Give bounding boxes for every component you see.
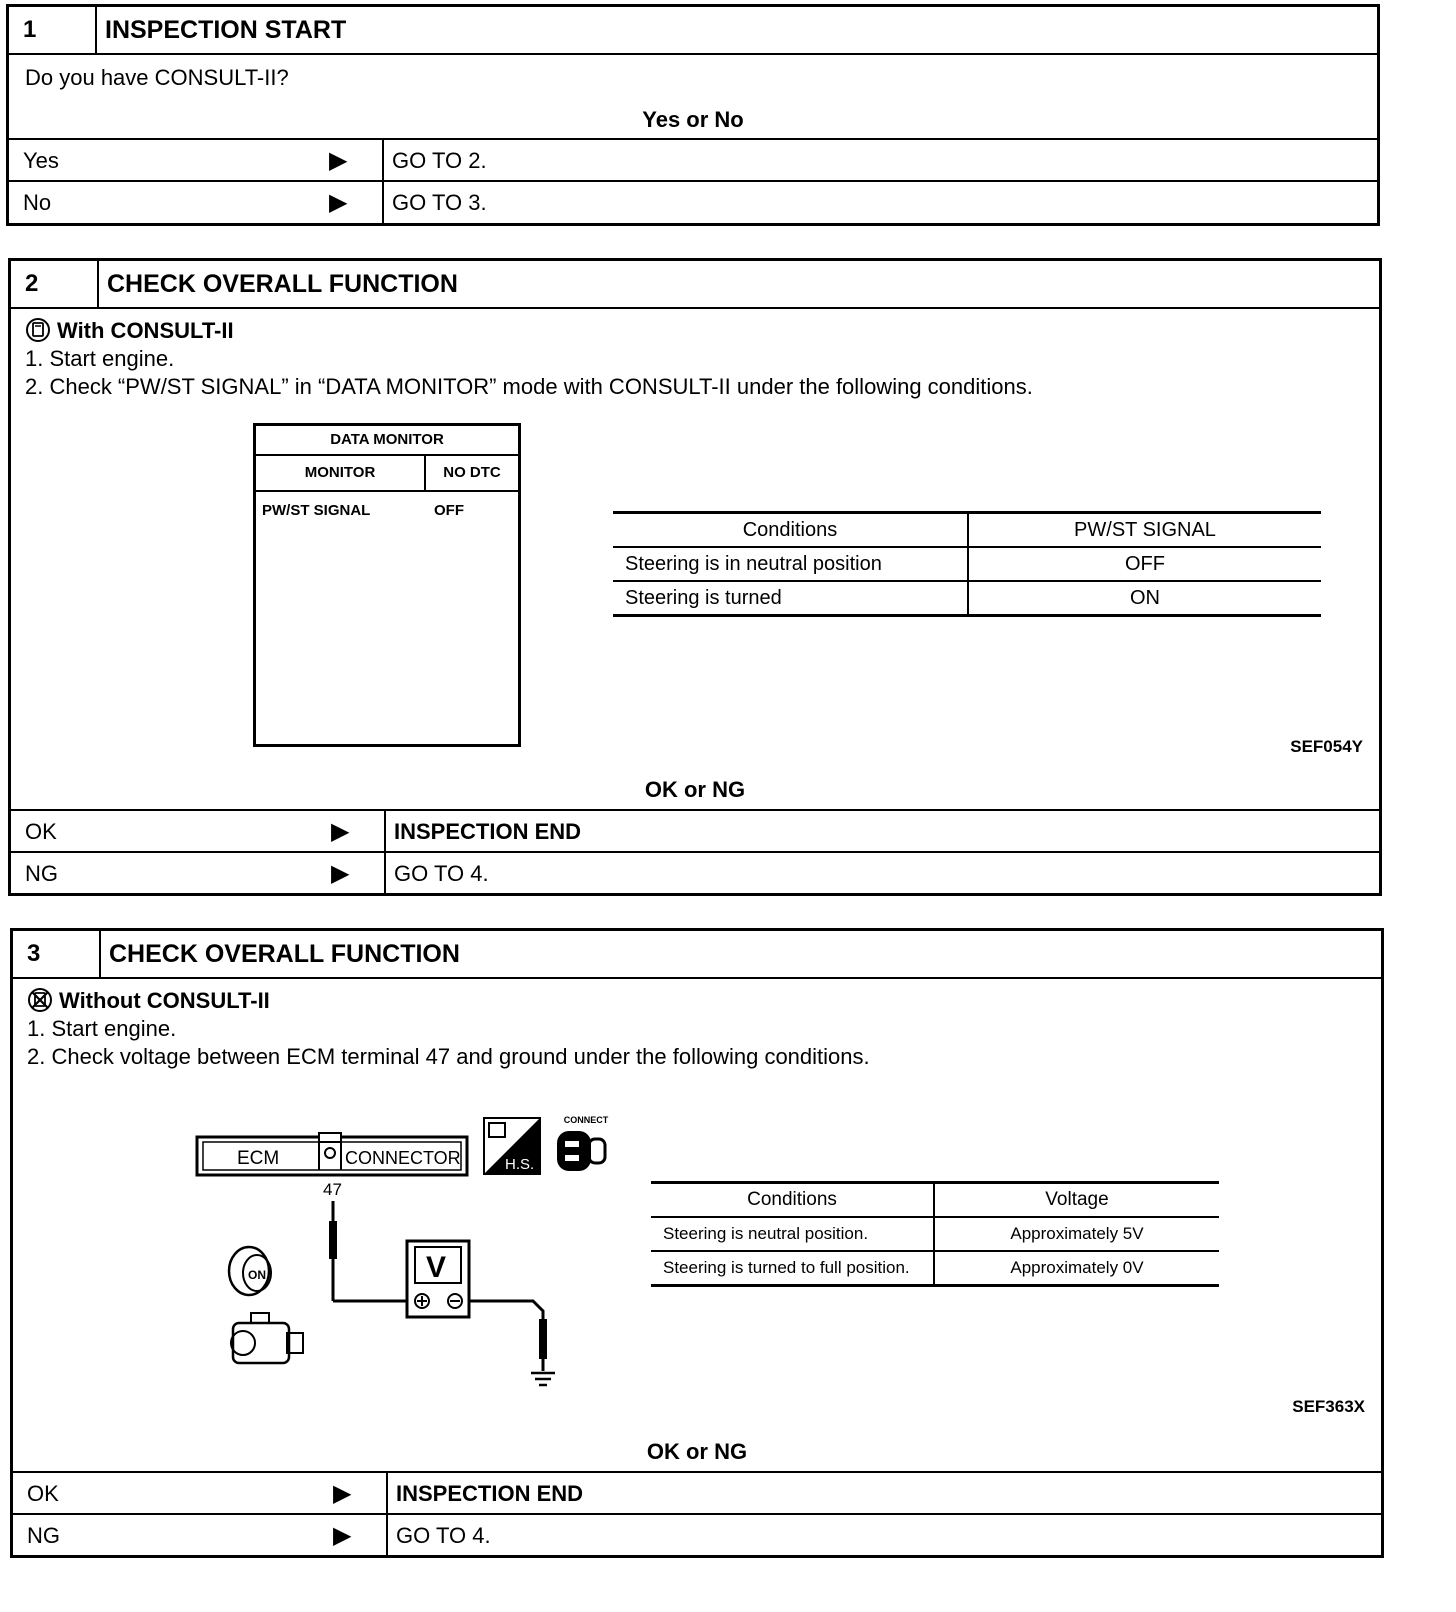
step-3-box xyxy=(10,928,1384,1558)
data-monitor-title: DATA MONITOR xyxy=(256,426,518,456)
voltage-conditions-table xyxy=(651,1181,1219,1287)
table-cell: Steering is turned to full position. xyxy=(651,1251,934,1286)
table-row xyxy=(613,547,1321,581)
outcome-label: NG xyxy=(25,861,58,886)
outcome-result: GO TO 2. xyxy=(382,140,487,182)
outcome-label: OK xyxy=(25,819,57,844)
table-cell: Steering is in neutral position xyxy=(613,547,968,581)
no-consult-icon xyxy=(27,987,53,1013)
conditions-table xyxy=(613,511,1321,617)
table-header: Conditions xyxy=(651,1183,934,1218)
data-monitor-screen xyxy=(253,423,521,747)
figure-code: SEF054Y xyxy=(1290,737,1363,756)
outcome-result: INSPECTION END xyxy=(386,1473,583,1515)
decision-prompt: OK or NG xyxy=(644,777,746,802)
mode-text: Without CONSULT-II xyxy=(59,988,270,1013)
outcome-row-ng[interactable] xyxy=(13,1513,1381,1557)
outcome-label: No xyxy=(23,190,52,215)
connector-label: CONNECTOR xyxy=(345,1148,461,1168)
instruction-2: 2. Check voltage between ECM terminal 47 and ground under the following conditions. xyxy=(27,1044,870,1069)
step-2-box xyxy=(8,258,1382,896)
svg-text:ON: ON xyxy=(248,1268,266,1282)
mode-text: With CONSULT-II xyxy=(57,318,234,343)
arrow-right-icon: ▶ xyxy=(329,147,348,174)
step-number: 2 xyxy=(11,261,99,307)
engine-icon xyxy=(231,1313,303,1363)
connect-label: CONNECT xyxy=(563,1115,609,1125)
decision-prompt: Yes or No xyxy=(642,107,744,132)
terminal-pin-icon xyxy=(325,1148,335,1158)
svg-text:H.S.: H.S. xyxy=(505,1156,535,1173)
figure-code: SEF363X xyxy=(1292,1397,1365,1416)
monitor-value: OFF xyxy=(434,502,464,519)
ignition-key-on-icon xyxy=(229,1247,271,1295)
table-row xyxy=(651,1217,1219,1251)
ecm-label: ECM xyxy=(237,1148,280,1169)
table-header: Voltage xyxy=(934,1183,1219,1218)
outcome-row-ok[interactable] xyxy=(13,1471,1381,1515)
outcome-result: GO TO 4. xyxy=(384,853,489,895)
outcome-label: OK xyxy=(27,1481,59,1506)
step-title: CHECK OVERALL FUNCTION xyxy=(107,270,458,298)
table-cell: Steering is turned xyxy=(613,581,968,616)
ground-icon xyxy=(531,1373,555,1385)
outcome-result: GO TO 3. xyxy=(382,182,487,224)
table-row xyxy=(613,581,1321,616)
step-header xyxy=(9,7,1377,55)
table-header: Conditions xyxy=(613,513,968,548)
monitor-item: PW/ST SIGNAL xyxy=(262,502,371,519)
instruction-2: 2. Check “PW/ST SIGNAL” in “DATA MONITOR” mode with CONSULT-II under the following conditions. xyxy=(25,374,1033,399)
arrow-right-icon: ▶ xyxy=(333,1522,352,1549)
arrow-right-icon: ▶ xyxy=(329,189,348,216)
table-cell: Approximately 5V xyxy=(934,1217,1219,1251)
step-title: INSPECTION START xyxy=(105,16,347,44)
step-1-box xyxy=(6,4,1380,226)
connect-icon xyxy=(553,1115,619,1179)
no-dtc-column-header: NO DTC xyxy=(426,456,518,492)
consult-mode-label xyxy=(27,987,270,1014)
outcome-row-ok[interactable] xyxy=(11,809,1379,853)
outcome-label: Yes xyxy=(23,148,59,173)
harness-side-icon xyxy=(483,1117,541,1175)
instruction-1: 1. Start engine. xyxy=(27,1016,177,1041)
svg-text:V: V xyxy=(426,1251,447,1284)
table-cell: OFF xyxy=(968,547,1321,581)
table-cell: ON xyxy=(968,581,1321,616)
table-row xyxy=(651,1251,1219,1286)
voltmeter-icon xyxy=(407,1241,469,1317)
outcome-label: NG xyxy=(27,1523,60,1548)
consult-device-icon xyxy=(25,317,51,343)
outcome-result: GO TO 4. xyxy=(386,1515,491,1557)
monitor-column-header: MONITOR xyxy=(256,456,426,492)
arrow-right-icon: ▶ xyxy=(331,860,350,887)
step-header xyxy=(13,931,1381,979)
decision-prompt: OK or NG xyxy=(646,1439,748,1464)
outcome-row-no[interactable] xyxy=(9,180,1377,224)
outcome-row-ng[interactable] xyxy=(11,851,1379,895)
step-number: 3 xyxy=(13,931,101,977)
step-number: 1 xyxy=(9,7,97,53)
table-cell: Steering is neutral position. xyxy=(651,1217,934,1251)
outcome-row-yes[interactable] xyxy=(9,138,1377,182)
step-question: Do you have CONSULT-II? xyxy=(25,65,289,90)
step-header xyxy=(11,261,1379,309)
outcome-result: INSPECTION END xyxy=(384,811,581,853)
arrow-right-icon: ▶ xyxy=(331,818,350,845)
step-title: CHECK OVERALL FUNCTION xyxy=(109,940,460,968)
consult-mode-label xyxy=(25,317,234,344)
instruction-1: 1. Start engine. xyxy=(25,346,175,371)
table-cell: Approximately 0V xyxy=(934,1251,1219,1286)
table-header: PW/ST SIGNAL xyxy=(968,513,1321,548)
terminal-number: 47 xyxy=(323,1180,342,1199)
arrow-right-icon: ▶ xyxy=(333,1480,352,1507)
